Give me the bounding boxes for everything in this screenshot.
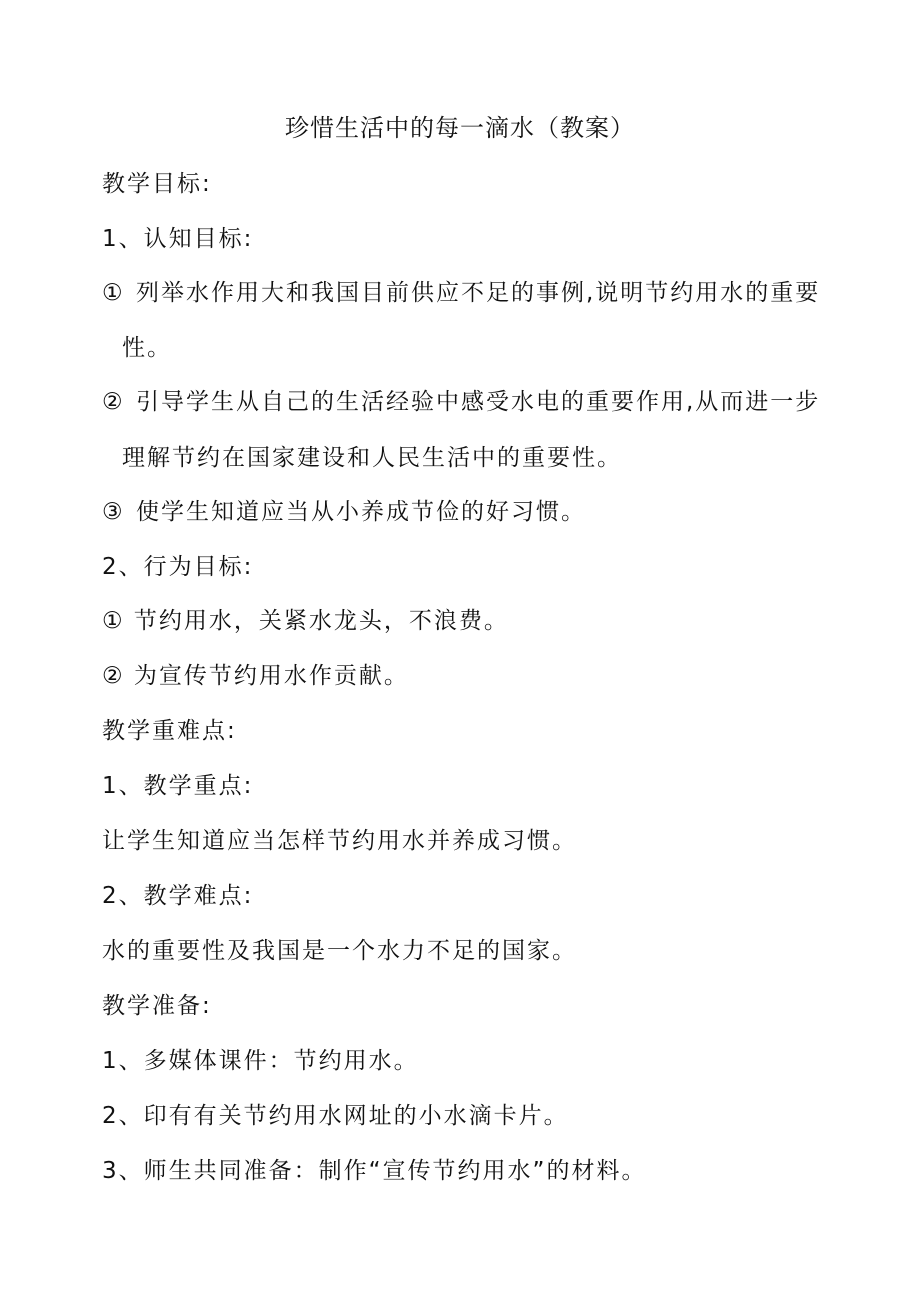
cognitive-item-3 — [102, 492, 586, 532]
item-text-line1: 引导学生从自己的生活经验中感受水电的重要作用,从而进一步 — [136, 389, 821, 415]
key-point-heading: 1、教学重点: — [102, 773, 254, 799]
cognitive-item-2-continuation: 理解节约在国家建设和人民生活中的重要性。 — [122, 445, 622, 471]
cognitive-item-1 — [102, 273, 820, 313]
difficult-point-heading: 2、教学难点: — [102, 883, 254, 909]
behavior-objectives-heading: 2、行为目标: — [102, 554, 254, 580]
preparation-heading: 教学准备: — [102, 993, 212, 1019]
behavior-item-2: ② 为宣传节约用水作贡献。 — [102, 663, 409, 689]
difficult-point-text: 水的重要性及我国是一个水力不足的国家。 — [102, 938, 577, 964]
cognitive-item-2 — [102, 382, 820, 422]
item-text-line1: 使学生知道应当从小养成节俭的好习惯。 — [136, 499, 586, 525]
preparation-item-3: 3、师生共同准备：制作“宣传节约用水”的材料。 — [102, 1158, 647, 1184]
item-marker: ① — [102, 280, 125, 306]
behavior-item-1: ① 节约用水，关紧水龙头，不浪费。 — [102, 608, 509, 634]
preparation-item-2: 2、印有有关节约用水网址的小水滴卡片。 — [102, 1103, 569, 1129]
document-title: 珍惜生活中的每一滴水（教案） — [285, 114, 635, 142]
item-marker: ② — [102, 389, 125, 415]
preparation-item-1: 1、多媒体课件：节约用水。 — [102, 1048, 419, 1074]
item-marker: ③ — [102, 499, 125, 525]
key-point-text: 让学生知道应当怎样节约用水并养成习惯。 — [102, 828, 577, 854]
cognitive-item-1-continuation: 性。 — [122, 335, 172, 361]
objectives-heading: 教学目标: — [102, 171, 212, 197]
item-text-line1: 列举水作用大和我国目前供应不足的事例,说明节约用水的重要 — [136, 280, 821, 306]
key-difficult-heading: 教学重难点: — [102, 718, 237, 744]
cognitive-objectives-heading: 1、认知目标: — [102, 226, 254, 252]
